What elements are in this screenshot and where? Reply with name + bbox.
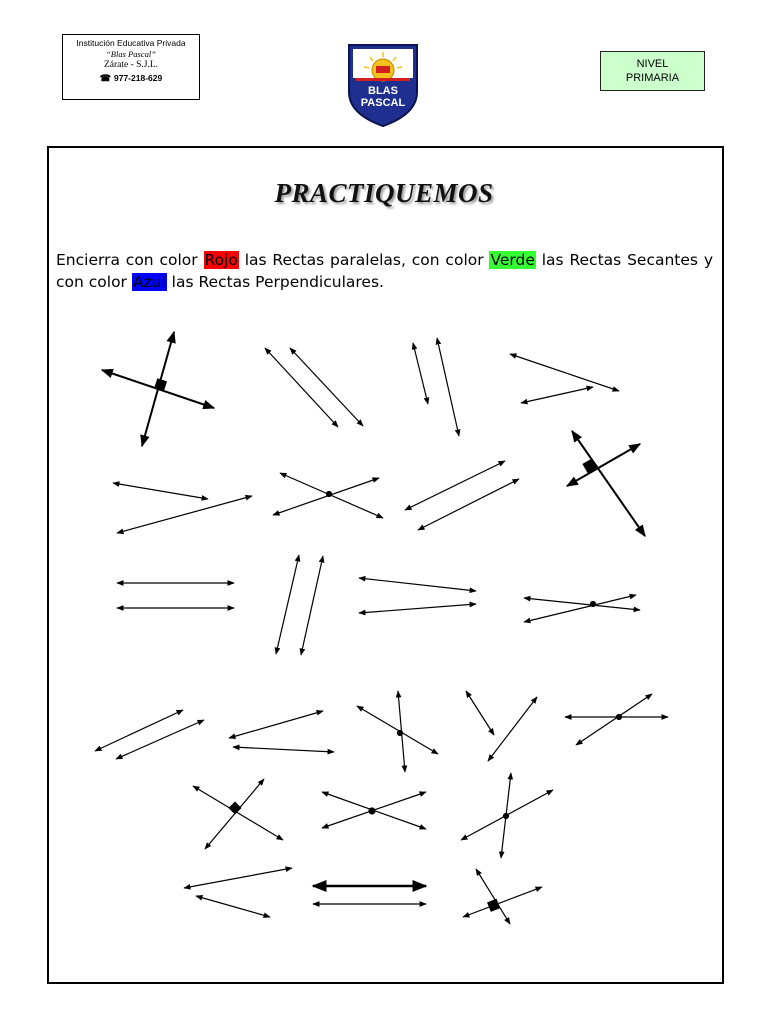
school-name: “Blas Pascal” [106,49,156,59]
instr-part-2: las Rectas paralelas, con color [238,251,490,269]
school-type: Institución Educativa Privada [76,38,186,48]
line-pair-perpendicular[interactable] [463,869,542,924]
line-pair-secant[interactable] [113,483,252,533]
line-pair-secant[interactable] [322,792,426,829]
line-pair-secant[interactable] [413,338,459,436]
line-pair-perpendicular[interactable] [193,779,283,849]
instr-part-1: Encierra con color [56,251,204,269]
highlight-green-word: Verde [490,251,535,269]
line-pair-secant[interactable] [357,691,438,772]
line-pair-parallel[interactable] [265,348,363,427]
worksheet-title: PRACTIQUEMOS [274,178,494,208]
line-pair-secant[interactable] [524,595,640,622]
logo-text-blas: BLAS [368,85,398,97]
phone-number: 977-218-629 [114,73,163,83]
school-city: Zárate - S.J.L. [103,60,159,70]
line-pair-secant[interactable] [510,354,619,403]
telephone-icon: ☎ [99,73,111,83]
line-pair-parallel[interactable] [117,583,234,608]
line-pair-perpendicular[interactable] [567,431,645,536]
highlight-blue-word: Azul [132,273,166,291]
highlight-red-word: Rojo [204,251,238,269]
line-pair-perpendicular[interactable] [102,332,214,446]
line-pair-parallel[interactable] [95,710,204,759]
line-pair-secant[interactable] [229,711,334,752]
line-pair-secant[interactable] [466,691,537,761]
line-pair-secant[interactable] [184,868,292,917]
instr-part-3: las Rectas Secantes y con color [56,251,713,291]
level-label: NIVEL [636,58,669,70]
logo-text-pascal: PASCAL [360,97,406,109]
instr-part-4: las Rectas Perpendiculares. [166,273,384,291]
line-pair-secant[interactable] [273,473,383,518]
level-value: PRIMARIA [625,72,680,84]
line-pair-secant[interactable] [359,578,476,613]
line-pair-secant[interactable] [565,694,668,745]
line-pair-parallel[interactable] [405,461,519,530]
line-pair-parallel[interactable] [313,886,426,904]
line-pair-secant[interactable] [461,773,553,858]
line-pair-parallel[interactable] [276,555,323,655]
